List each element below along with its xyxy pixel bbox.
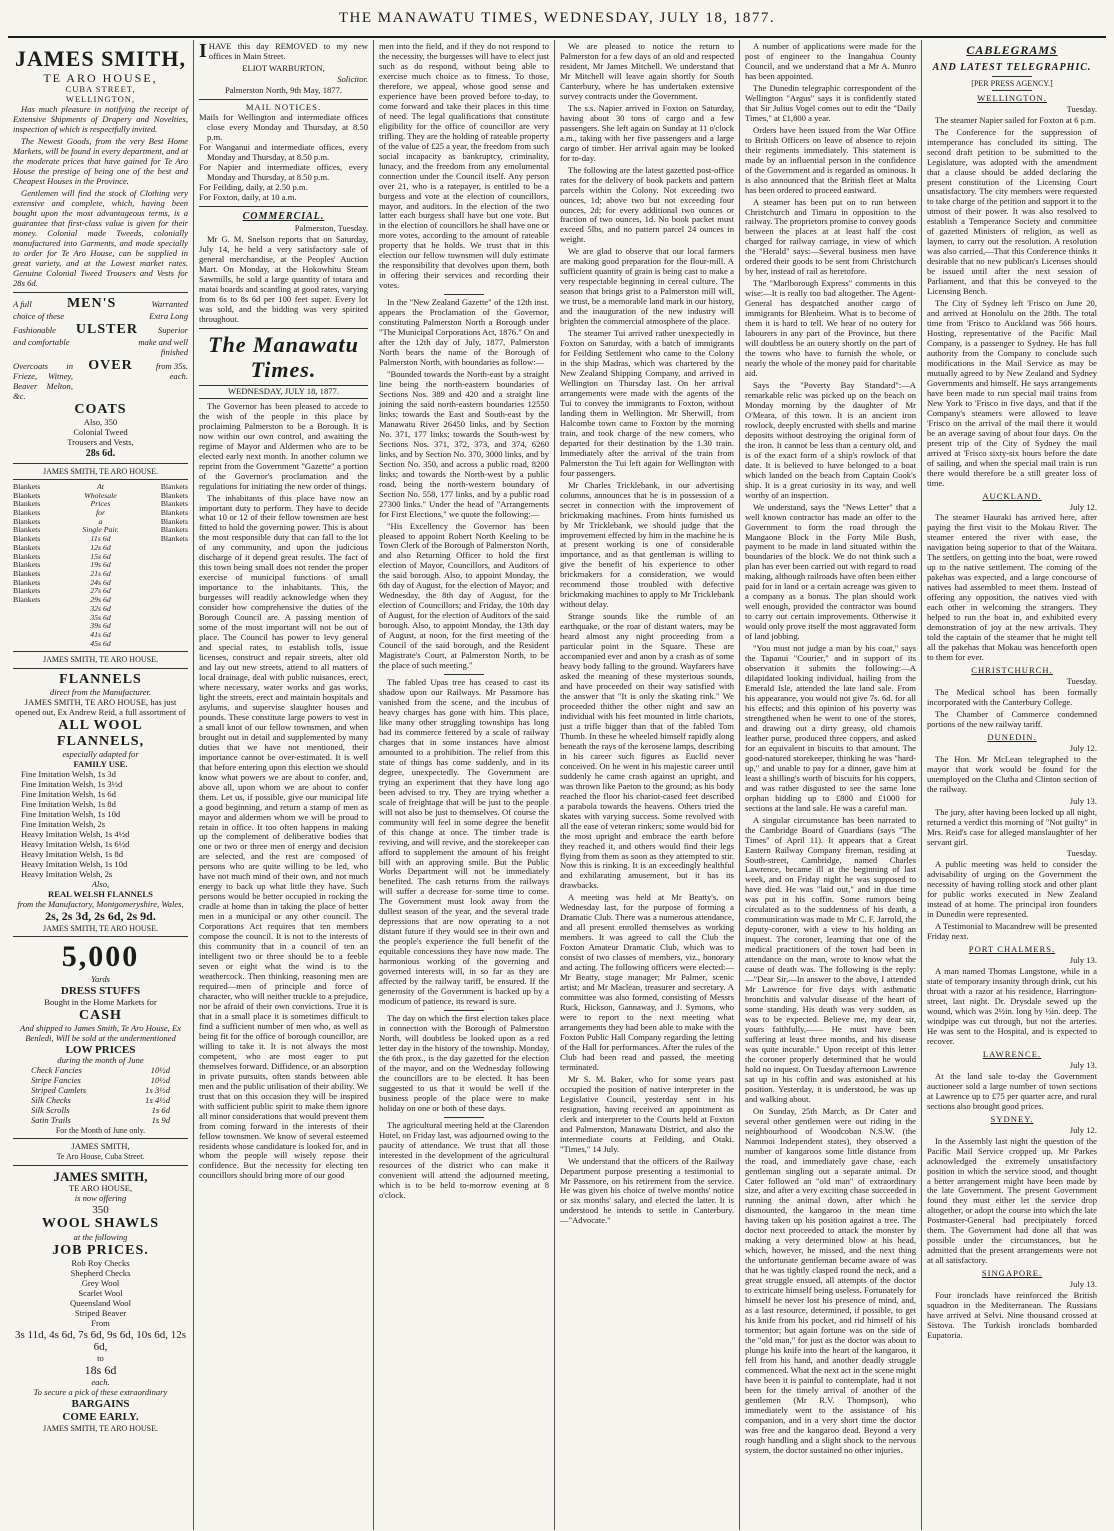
signature-b: Te Aro House, Cuba Street. xyxy=(56,1152,145,1162)
mens-right: Warranted xyxy=(151,298,188,309)
divider xyxy=(13,292,188,293)
blankets-label: Blankets xyxy=(160,525,189,535)
paper-title: The Manawatu Times. xyxy=(208,331,359,383)
place-heading: SYDNEY. xyxy=(990,1113,1034,1124)
column-5 xyxy=(739,40,921,1530)
telegram-text: A man named Thomas Langstone, while in a state of temporary insanity through drink, cut his throat with a razor at his residence, Harrington-street, last night. Dr. Drysdale sewed up the wound, which was 2½in. long by ½in. deep. The windpipe was cut through, but not the arteries. He was sent to the Hospital, and is expected to recover. xyxy=(927,966,1097,1046)
blankets-price: 21s 6d xyxy=(90,569,111,579)
telegram-text: In the Assembly last night the question of the Pacific Mail Service cropped up. Mr Parkes acknowledged the extremely unsatisfactory position in which the service stood, and thought a better arrangement might have been made by the late Government. The present Government found they must either let the service drop altogether, or adopt the course into which the late Postmaster-General had precipitately forced them. The Government had done all that was possible under the circumstances, but he admitted that the present arrangements were not at all satisfactory. xyxy=(927,1135,1097,1266)
ulster-left: Fashionable xyxy=(13,324,56,335)
divider xyxy=(444,1117,484,1118)
ad-intro: Has much pleasure in notifying the receipt of Extensive Shipments of Drapery and Novelties, inspection of which is respectfully invited. xyxy=(13,104,188,135)
news-coat: "You must not judge a man by his coat," says the Tapanui "Courier," and in support of its observation it submits the following:—A dilapidated looking individual, hailing from the Emerald Isle, attended the late land sale. From his appearance, you would not give 7s. 6d. for all his effects; and this opinion of his poverty was strengthened when he went to one of the stores, and drawing out a dirty greasy, old chamois leather purse, produced three coppers, and asked for an equivalent in biscuits to that amount. The good-natured storekeeper, thinking he was "hard-up," and unable to pay for a dinner, gave him at least a shilling's worth of biscuits for his coppers, and was rather disgusted to see the same lone orphan bidding up to £800 and £1000 for sections at the land sale. He was a careful man. xyxy=(745,643,916,813)
blankets-label: Blankets xyxy=(13,499,41,509)
adapted: especially adapted for xyxy=(62,749,139,760)
signature: JAMES SMITH, TE ARO HOUSE. xyxy=(43,923,158,933)
blankets-price: 15s 6d xyxy=(90,551,111,561)
news-rowlock: Says the "Poverty Bay Standard":—A remarkable relic was picked up on the beach on Monday morning by the daughter of Mr O'Meara, of this town. It is an ancient iron rowlock, deeply encrusted with shells and marine deposits without destroying the original form of the iron. It cannot be less than a century old, and is of the exact form of a ship's rowlock of that date. It is believed to have belonged to a boat which landed on the beach from Captain Cook's ship. It is a great curiosity in its way, and well worthy of an inspection. xyxy=(745,379,916,500)
place-heading: CHRISTCHURCH. xyxy=(971,665,1053,676)
blankets-right-column xyxy=(121,483,188,649)
blankets-price: 24s 6d xyxy=(90,577,111,587)
column-1-advertisements xyxy=(8,40,193,1530)
ad-newest: The Newest Goods, from the very Best Home Markets, will be found in every department, and at the moderate prices that have gained for Te Aro House the prestige of being one of the best and Cheapest Houses in the Province. xyxy=(13,136,188,186)
telegram-text: The steamer Hauraki has arrived here, after paying the first visit to the Mokau River. The steamer entered the river with ease, the navigation being superior to that of the Waitara. The settlers, on getting into the boat, were rowed up to the native settlement. The coming of the pakehas was expected, and a large concourse of natives had assembled to meet them. Instead of offering any opposition, the natives vied with each other in welcoming the strangers. They helped to run the boat in, and exhibited every demonstration of joy at the new arrivals. They told the captain of the steamer that he might tell all the pakehas that Mokau was henceforth open to them for ever. xyxy=(927,512,1097,663)
dress-stuff-price: 10½d xyxy=(150,1065,170,1076)
place-heading: AUCKLAND. xyxy=(982,490,1042,501)
blankets-mid-text: a xyxy=(98,516,103,526)
divider xyxy=(13,463,188,464)
ulster-left-2: and comfortable xyxy=(13,337,70,348)
shipped: And shipped to James Smith, Te Aro House, Ex Benledi, Will be sold at the undermentioned xyxy=(19,1022,182,1043)
flannel-item: Fine Imitation Welsh, 2s xyxy=(21,819,106,830)
blankets-mid-text: At xyxy=(97,481,104,491)
columns xyxy=(8,40,1106,1530)
dress-stuff-name: Stripe Fancies xyxy=(31,1075,81,1086)
bargains-heading: BARGAINS xyxy=(71,1398,130,1411)
dress-stuff-name: Check Fancies xyxy=(31,1065,82,1076)
five-thousand: 5,000 xyxy=(61,940,140,974)
flannel-item: Heavy Imitation Welsh, 1s 6½d xyxy=(21,839,130,850)
divider xyxy=(13,479,188,480)
price-28s: 28s 6d. xyxy=(85,447,116,459)
over-row xyxy=(13,358,188,402)
commercial-heading: COMMERCIAL. xyxy=(242,210,325,222)
news-baker: Mr S. M. Baker, who for some years past occupied the position of native interpreter in the Legislative Council, yesterday sent in his resignation, having received an appointment as clerk and interpreter to the Courts held at Foxton and Palmerston, Manawatu District, and also the intermediate courts at Feilding, and Otaki. "Times," 14 July. xyxy=(560,1073,734,1154)
blankets-label: Blankets xyxy=(13,534,41,544)
election-day-p: The day on which the first election takes place in connection with the Borough of Palmerston North, will doubtless be looked upon as a red letter day in the history of the township. Monday, the 6th prox., is the day gazetted for the election of the mayor, and on the Wednesday following the councillors are to be elected. It has been suggested to us that it would be well if the business people of the place were to make holiday on one or both of these days. xyxy=(379,1013,549,1113)
flannels-text: JAMES SMITH, TE ARO HOUSE, has just opened out, Ex Andrew Reid, a full assortment of xyxy=(15,696,186,717)
flannel-item: Fine Imitation Welsh, 1s 6d xyxy=(21,789,116,800)
blankets-price: 41s 6d xyxy=(90,630,111,640)
advertiser-house: TE ARO HOUSE, xyxy=(43,70,158,85)
telegram-text: The Hon. Mr McLean telegraphed to the mayor that work would be found for the unemployed on the Clutha and Clinton section of the railway. xyxy=(927,753,1097,794)
dress-stuffs-heading: DRESS STUFFS xyxy=(60,984,141,997)
shawl-item: Queensland Wool xyxy=(70,1297,131,1308)
js2-name: JAMES SMITH, xyxy=(53,1168,148,1184)
dress-stuff-name: Silk Checks xyxy=(31,1095,71,1106)
divider xyxy=(992,90,1032,91)
blankets-table xyxy=(13,483,188,649)
welsh-prices: 2s, 2s 3d, 2s 6d, 2s 9d. xyxy=(45,908,156,923)
mens-row xyxy=(13,296,188,312)
news-lawrence: A singular circumstance has been narrated to the Cambridge Board of Guardians (says "The Times" of April 11). It appears that a Great Eastern Railway Company fireman, residing at South-street, Cambridge, named Charles Lawrence, became ill at the beginning of last week, and on Friday night he was supposed to have died. He was "laid out," and in due time was put in his coffin. Some rumors being circulated as to the suddenness of his death, a communication was made to Mr C. F. Jarrold, the deputy-coroner, with a view to his holding an inquest. The coroner, learning that one of the medical practitioners of the town had been in attendance on the man, wrote to know what the cause of death was. The following is the reply:—"Dear Sir,—In answer to the above, I attended Mr Lawrence for five days with asthmatic bronchitis and valvular disease of the heart of some standing. His death was very sudden, as was to be expected. Believe me, my dear sir, yours faithfully,—— He must have been suffering at least three months, and his disease was quite incurable." Upon receipt of this letter the coroner properly determined that he would hold no inquest. On Tuesday afternoon Lawrence sat up in his coffin and was astonished at his position. Yesterday, it is understood, he was up and walking about. xyxy=(745,814,916,1104)
bought-in: Bought in the Home Markets for xyxy=(44,996,157,1007)
appointments-p: "His Excellency the Governor has been pleased to appoint Robert North Keeling to be Town Clerk of the Borough of Palmerston North, and also Returning Officer to hold the first election of Mayor, Councillors, and Auditors of the said borough. Also, to appoint Monday, the 6th day of August, for the election of Mayor; and Wednesday, the 8th day of August, for the election of Councillors; and Friday, the 10th day of August, for the election of Auditors of the said borough. Also, to appoint Monday, the 13th day of August, at noon, for the first meeting of the Council of the said borough, and the Resident Magistrate's Court, at Palmerston North, to be the place of such meeting." xyxy=(379,520,549,671)
blankets-label: Blankets xyxy=(13,560,41,570)
flannel-item: Fine Imitation Welsh, 1s 3d xyxy=(21,769,116,780)
low-prices: LOW PRICES xyxy=(65,1043,136,1056)
place-heading: LAWRENCE. xyxy=(982,1048,1042,1059)
divider xyxy=(444,294,484,295)
job-prices-heading: JOB PRICES. xyxy=(52,1242,149,1258)
news-munro: A number of applications were made for the post of engineer to the Inangahua County Council, and we understand that a Mr A. Munro has been appointed. xyxy=(745,41,916,81)
price-18s: 18s 6d xyxy=(84,1363,117,1378)
divider xyxy=(444,674,484,675)
news-marlborough: The "Marlborough Express" comments in this wise:—It is really too bad altogether. The Agent-General has despatched another cargo of immigrants for Blenheim. What is to become of them it is hard to tell. We hear of no outery for labourers in any part of the Province, but there will doubtless be an outery shortly on the part of the towns who have to furnish the whole, or nearly the whole of the money paid for charitable aid. xyxy=(745,278,916,378)
cash-heading: CASH xyxy=(79,1007,122,1023)
come-early: COME EARLY. xyxy=(62,1410,139,1423)
ulster-heading: ULSTER xyxy=(75,321,138,337)
dress-stuff-name: Silk Scrolls xyxy=(31,1105,70,1116)
news-passmore: We understand that the officers of the Railway Department purpose presenting a testimonial to Mr Passmore, on his retirement from the service. He was given his choice of twelve months' notice or six months' salary, and elected the latter. It is understood he intends to settle in Canterbury.—"Advocate." xyxy=(560,1155,734,1226)
trousers-vests: Trousers and Vests, xyxy=(67,437,134,447)
flannel-item: Fine Imitation Welsh, 1s 10d xyxy=(21,809,121,820)
coats-heading: COATS xyxy=(74,401,127,417)
mail-item: For Wanganui and intermediate offices, every Monday and Thursday, at 8.50 p.m. xyxy=(199,141,368,162)
shawl-list xyxy=(13,1259,188,1319)
mail-item: Mails for Wellington and intermediate offices close every Monday and Thursday, at 8.50 p.m. xyxy=(199,111,368,142)
news-rink: Strange sounds like the rumble of an earthquake, or the roar of distant waters, may be heard almost any night proceeding from a particular point in the Square. These are accompanied ever and anon by a crash as of some heavy body falling to the ground. Wayfarers have asked the meaning of these mysterious sounds, and have proceeded on their way satisfied with the answer that "It is only the skating rink." We proceeded thither the other night and saw an individual with his feet mounted in little chariots, just a trifle bigger than that of the fabled Tom Thumb. In these he wheeled himself rapidly along beneath the rays of the kerosene lamps, describing in his career such figures as Euclid never conceived. On he went in his majestic career until suddenly he came crash against an upright, and was thrown like Paeton to the ground; as his body reached the floor his chariot-cased feet described a parabola towards the heavens. Others tried the skates with varying success. Some revolved with all the ease of veteran rinkers; some would bid for the most upright and embrace the earth before they reached it, and others would find their legs flying from them as soon as they attempted to stir. Now this is rinking. It is an exceedingly healthful and exhilarating amusement, but it has its drawbacks. xyxy=(560,611,734,891)
agricultural-p: The agricultural meeting held at the Clarendon Hotel, on Friday last, was adjourned owing to the paucity of attendance. We trust that all those interested in the development of the agricultural resources of the district who can make it convenient will attend the adjourned meeting, which is to be held to-morrow evening at 8 o'clock. xyxy=(379,1119,549,1200)
telegram-date: July 13. xyxy=(1069,795,1097,806)
blankets-label: Blankets xyxy=(13,577,41,587)
signature: JAMES SMITH, TE ARO HOUSE. xyxy=(43,655,158,665)
june-only: For the Month of June only. xyxy=(55,1126,146,1136)
ulster-right-2: make and well finished xyxy=(138,337,188,357)
news-postal: The following are the latest gazetted post-office rates for the delivery of book packets and pattern parcels within the Colony. Not exceeding two ounces, 1d; above two but not exceeding four ounces, 2d; for every additional two ounces or fraction of two ounces, 1d. No book packet must exceed 5lbs, and no pattern parcel 24 ounces in weight. xyxy=(560,164,734,245)
yards: Yards xyxy=(91,973,110,984)
flannel-item: Heavy Imitation Welsh, 1s 10d xyxy=(21,859,128,870)
telegram-text: The steamer Napier sailed for Foxton at 6 p.m. xyxy=(935,114,1096,125)
column-4 xyxy=(554,40,739,1530)
news-contractor: We understand, says the "News Letter" that a well known contractor has made an offer to the Government to form the road through the Mangaone Block in the Forty Mile Bush, payment to be made in land situated within the boundaries of the block. We do not think such a plan has ever been carried out with regard to road making, although railroads have often been either paid for in land or a certain acreage was given to a company as a bonus. The plan should work well enough, provided the contractor was bound to carry out certain improvements. Otherwise it would only prove itself the most aggravated form of land jobbing. xyxy=(745,501,916,642)
from-label: From xyxy=(91,1317,110,1328)
ad-gentlemen: Gentlemen will find the stock of Clothing very extensive and complete, which, having been bought upon the most advantageous terms, is a guarantee that first-class value is given for their money. Colonial made Tweeds, colonially manufactured into Garments, and made specially to order for Te Aro House, can be supplied in great variety, and at the Lowest market rates. Genuine Colonial Tweed Trousers and Vests for 28s 6d. xyxy=(13,187,188,288)
signature: JAMES SMITH, TE ARO HOUSE. xyxy=(43,1423,158,1433)
telegram-text: The Medical school has been formally incorporated with the Canterbury College. xyxy=(927,686,1097,707)
during-june: during the month of June xyxy=(57,1055,144,1066)
ulster-row xyxy=(13,322,188,338)
n350: 350 xyxy=(92,1203,109,1216)
blankets-price: 32s 6d xyxy=(90,603,111,613)
over-left: Overcoats in Frieze, Witney, Beaver Melton, &c. xyxy=(13,360,73,401)
telegram-date: July 12. xyxy=(1069,501,1097,512)
flannel-item: Heavy Imitation Welsh, 2s xyxy=(21,868,113,879)
divider xyxy=(13,1138,188,1139)
shawl-item: Striped Beaver xyxy=(74,1307,127,1318)
flannels-heading: FLANNELS xyxy=(59,671,142,687)
advertiser-name: JAMES SMITH, xyxy=(15,46,186,71)
telegram-text: Four ironclads have reinforced the British squadron in the Mediterranean. The Russians have arrived at Selvi. Nine thousand crossed at Sistova. The Turkish ironclads bombarded Eupatoria. xyxy=(927,1290,1097,1341)
telegram-text: The City of Sydney left 'Frisco on June 20, and arrived at Honolulu on the 28th. The total time from 'Frisco to Auckland was 566 hours. Hosting, representative of the Pacific Mail Company, is a passenger to Sydney. He has full authority from the Company to conclude such modifications in the Mail Service as may be mutually agreed to by New Zealand and Sydney Governments and himself. He says arrangements have been made to run special mail trains from New York to 'Frisco in five days, and that if the Company's steamers were allowed to leave 'Frisco on the arrival of the mail there it would be an average saving of about four days. On the present trip of the City of Sydney the mail arrived at 'Frisco sixty-six hours before the date of sailing, and when the special mail train is run there would therefore be a still greater loss of time. xyxy=(927,298,1097,488)
dress-stuffs-list xyxy=(13,1066,188,1126)
news-tricklebank: Mr Charles Tricklebank, in our advertising columns, announces that he is in possession of a secret in connection with the improvement of brickmaking machines. From hints furnished us by Mr Tricklebank, we should judge that the improvement effected by him in the machine he is at present working is one of considerable importance, and as that gentleman is willing to give the benefit of his experience to other brickmakers for a consideration, we would recommend those troubled with defective brickmaking machines to apply to Mr Tricklebank without delay. xyxy=(560,479,734,610)
news-tui: The steamer Tui arrived rather unexpectedly in Foxton on Saturday, with a batch of immigrants for Feilding Settlement who came to the Colony in the ship Madras, which was chartered by the New Zealand Shipping Company, and arrived in Wellington on Thursday last. On her arrival arrangements were made with the agents of the Tui to convey the immigrants to Foxton, without landing them in Wellington. Mr Sherwill, from Halcombe town came to Foxton by the morning train, and took charge of the new comers, who departed for their destination by the 1.30 train. Immediately after the arrival of the train from Palmerston the Tui left again for Wellington with four passengers. xyxy=(560,328,734,478)
blankets-label: Blankets xyxy=(160,499,189,509)
family-use: FAMILY USE. xyxy=(73,759,128,770)
also-350: Also, 350 xyxy=(83,417,118,428)
telegram-text: The jury, after having been locked up all night, returned a verdict this morning of "Not guilty" in Mrs. Reid's case for alleged manslaughter of her servant girl. xyxy=(927,806,1097,847)
telegram-text: The Chamber of Commerce condemned portions of the new railway tariff. xyxy=(927,708,1097,729)
blankets-label: Blankets xyxy=(13,569,41,579)
news-dramatic: A meeting was held at Mr Beatty's, on Wednesday last, for the purpose of forming a Dramatic Club. There was a numerous attendance, and all present enrolled themselves as working members. It was agreed to call the Club the Foxton Amateur Dramatic Club, which was to consist of two classes of members, viz., honorary and acting. The following officers were elected:—Mr Beatty, stage manager; Mr Palmer, scenic artist; and Mr Maclean, treasurer and secretary. A committee was also formed, consisting of Messrs Ruck, Hickson, Gannaway, and J. Symons, who were to report to the next meeting what arrangements they had been able to make with the Foxton Public Hall Company regarding the letting of the Hall for performances. After the rules of the Club had been read and passed, the meeting terminated. xyxy=(560,892,734,1072)
js2-house: TE ARO HOUSE, xyxy=(68,1182,133,1193)
news-war-office: Orders have been issued from the War Office to British Officers on leave of absence to rejoin their regiments immediately. This statement is made by an influential person in the confidence of the Government and is regarded as ominous. It is also announced that the British fleet at Malta has been ordered to proceed eastward. xyxy=(745,124,916,195)
dress-stuff-price: 1s 4½d xyxy=(145,1095,170,1106)
press-agency: [PER PRESS AGENCY.] xyxy=(971,78,1053,88)
telegram-text: At the land sale to-day the Government auctioneer sold a large number of town sections at Lawrence up to £75 per quarter acre, and rural sections also brought good prices. xyxy=(927,1070,1097,1111)
blankets-price: 45s 6d xyxy=(90,638,111,648)
masthead: THE MANAWATU TIMES, WEDNESDAY, JULY 18, 1877. xyxy=(8,0,1106,38)
flannel-item: Heavy Imitation Welsh, 1s 4½d xyxy=(21,829,130,840)
blankets-price: 35s 6d xyxy=(90,612,111,622)
flannel-item: Fine Imitation Welsh, 1s 8d xyxy=(21,799,116,810)
shawl-item: Shepherd Checks xyxy=(70,1267,131,1278)
mens-right-2: Extra Long xyxy=(149,310,188,321)
divider xyxy=(199,99,368,100)
boundaries-p: "Bounded towards the North-east by a straight line being the north-eastern boundaries of Sections Nos. 389 and 420 and a straight line joining the said north-eastern boundaries 12550 links; towards the East and South-east by the Manawatu River 26450 links, and by Section No. 371, 177 links; towards the South-west by Sections Nos. 371, 372, 373, and 374, 6260 links, and by Section No. 370, 3000 links, and by Section No. 350, and across a public road, 8200 links; and towards the North-west by a public road, being the north-western boundary of Section No. 558, 177 links, and by a public road 27300 links." Under the head of "Arrangements for First Elections," we quote the following:— xyxy=(379,369,549,519)
blankets-price: 27s 6d xyxy=(90,586,111,596)
cablegrams-heading: CABLEGRAMS xyxy=(966,43,1058,57)
ulster-row-2 xyxy=(13,338,188,358)
blankets-label: Blankets xyxy=(13,490,41,500)
blankets-price: 29s 6d xyxy=(90,595,111,605)
blankets-label: Blankets xyxy=(13,507,41,517)
mens-left-2: choice of these xyxy=(13,310,65,321)
secure-text: To secure a pick of these extraordinary xyxy=(33,1387,168,1398)
blankets-price: 12s 6d xyxy=(90,542,111,552)
warburton-text: HAVE this day REMOVED to my new offices in Main Street. xyxy=(208,41,368,61)
blankets-mid-text: Wholesale xyxy=(84,490,117,500)
place-heading: PORT CHALMERS. xyxy=(968,944,1056,955)
blankets-middle-column xyxy=(80,483,122,649)
telegram-date: July 12. xyxy=(1069,742,1097,753)
shawl-item: Rob Roy Checks xyxy=(71,1257,130,1268)
over-right: from 35s. each. xyxy=(155,360,188,381)
blankets-label: Blankets xyxy=(13,542,41,552)
blankets-label: Blankets xyxy=(160,481,189,491)
blankets-label: Blankets xyxy=(13,595,41,605)
divider xyxy=(199,328,368,329)
warburton-title: Solicitor. xyxy=(337,73,368,84)
editorial-p3: men into the field, and if they do not respond to the necessity, the burgesses will have to elect just such as do respond, without being able to exercise much choice as to fitness. To those, therefore, we appeal, whose good sense and experience have been proved before to-day, to come forward and take their places in this time of need. The legal qualifications that constitute eligibility for the office of councillor are very trifling. They are the holding of rateable property of the value of £25 a year, the freedom from such social incapacity as bankruptcy, criminality, lunacy, and the freedom from any emolumental connection under the Council itself. Any person over 21, who is a ratepayer, is entitled to be a burgess and vote at the election of councillors, mayor, and auditors. In the election of the two latter each burgess shall have but one vote. But in the election of councillors he shall have one or more votes, according to the amount of rateable property that he holds. We trust that in this election our fellow townsmen will duly estimate the responsibility that devolves upon them, both in offering their services and recording their votes. xyxy=(379,41,549,291)
blankets-label: Blankets xyxy=(13,586,41,596)
divider xyxy=(199,206,368,207)
each-label: each. xyxy=(91,1377,110,1388)
blankets-label: Blankets xyxy=(160,507,189,517)
blankets-label: Blankets xyxy=(13,525,41,535)
blankets-label: Blankets xyxy=(160,516,189,526)
news-kangaroo: On Sunday, 25th March, as Dr Cater and several other gentlemen were out riding in the neighbourhood of Woodcoban N.S.W. (the Nammoi Independent states), they observed a number of kangaroos some little distance from the road, and immediately gave chase, each gentleman singling out a separate animal. Dr Cater followed an "old man" of extraordinary size, and after a very exciting chase succeeded in running the animal down, after which he dismounted, the kangaroo in the mean time having taken up his position against a tree. The doctor next proceeded to attack the monster by making a very determined blow at his head, which, however, he missed, and the next thing the unfortunate gentleman became aware of was that he was tightly clasped round the neck, and a great struggle ensued, all attempts of the doctor to extricate himself being useless. Fortunately for himself he never lost his presence of mind, and, as a last resource, determined, if possible, to get his knife from his pocket, and rid himself of his tormentor; but again fortune was on the side of the "old man," for just as the doctor was about to plunge his knife into the heart of the kangaroo, it fell from his hand, and another deadly struggle commenced. What the next act in the scene might have been it is painful to contemplate, had it not been for the timely arrival of another of the gentlemen (Mr R.V. Thompson), who immediately went to the assistance of his companion, and in a very short time the doctor was free and the kangaroo dead. Beyond a very rough handling and a slight shock to the nervous system, the doctor sustained no other injuries. xyxy=(745,1105,916,1455)
telegram-text: A Testimonial to Macandrew will be presented Friday next. xyxy=(927,921,1097,942)
blankets-price: 19s 6d xyxy=(90,560,111,570)
dress-stuff-price: 1s 3½d xyxy=(145,1085,170,1096)
telegram-text: A public meeting was held to consider the advisability of urging on the Government the necessity of having rolling stock and other plant for public works executed in New Zealand instead of at home. The principal iron founders in Dunedin were represented. xyxy=(927,859,1097,920)
over-heading: OVER xyxy=(88,357,133,373)
flannel-item: Fine Imitation Welsh, 1s 3½d xyxy=(21,779,123,790)
blankets-mid-text: for xyxy=(95,507,106,517)
paper-date: WEDNESDAY, JULY 18, 1877. xyxy=(199,385,368,399)
blankets-mid-text: Prices xyxy=(90,499,111,509)
mail-item: For Napier and intermediate offices, every Monday and Thursday, at 8.50 p.m. xyxy=(199,161,368,182)
advertiser-city: WELLINGTON, xyxy=(65,94,136,105)
blankets-mid-text: Single Pair. xyxy=(82,525,119,535)
telegraphic-sections xyxy=(927,94,1097,1341)
blankets-label: Blankets xyxy=(13,481,41,491)
warburton-notice xyxy=(199,42,368,62)
column-3 xyxy=(373,40,554,1530)
commercial-date: Palmerston, Tuesday. xyxy=(294,223,368,234)
mail-item: For Feilding, daily, at 2.50 p.m. xyxy=(199,181,308,192)
news-mitchell: We are pleased to notice the return to Palmerston for a few days of an old and respected resident, Mr James Mitchell. We understand that Mr Mitchell will leave again shortly for South Canterbury, where he has undertaken extensive survey contracts under the Government. xyxy=(560,41,734,101)
dress-stuff-price: 10½d xyxy=(150,1075,170,1086)
shawl-item: Grey Wool xyxy=(81,1277,120,1288)
telegram-date: July 13. xyxy=(1069,1279,1097,1290)
news-steamer: A steamer has been put on to run between Christchurch and Timaru in opposition to the railway. The proprietors promise to convey goods between the places at at least half the cost charged for railway carriage, in view of which the "Herald" says:—Several business men have ordered their goods to be sent from Christchurch by her, instead of rail as heretofore. xyxy=(745,196,916,277)
place-heading: SINGAPORE. xyxy=(981,1268,1043,1279)
divider xyxy=(13,1165,188,1166)
telegram-date: Tuesday. xyxy=(1066,675,1097,686)
signature: JAMES SMITH, TE ARO HOUSE. xyxy=(43,466,158,476)
colonial-tweed: Colonial Tweed xyxy=(73,427,128,438)
telegram-date: July 13. xyxy=(1069,955,1097,966)
commercial-text: Mr G. M. Snelson reports that on Saturday, July 14, he held a very satisfactory sale of general merchandise, at the Peoples' Auction Mart. On Monday, at the Hokowhitu Steam Sawmills, he sold a large quantity of totara and matai boards and scantling at good rates, varying from 6s to 8s 6d per 100 feet super. Every lot was sold, and the bidding was very spirited throughout. xyxy=(199,234,368,324)
warburton-date: Palmerston North, 9th May, 1877. xyxy=(224,84,343,95)
gazette-p: In the "New Zealand Gazette" of the 12th inst. appears the Proclamation of the Governor, constituting Palmerston North a Borough under "The Municipal Corporations Act, 1876." On and after the 12th day of July, 1877, Palmerston North bears the name of the Borough of Palmerston North, with boundaries as follow:— xyxy=(379,297,549,368)
telegraphic-heading: AND LATEST TELEGRAPHIC. xyxy=(932,61,1092,73)
signature-a: JAMES SMITH, xyxy=(71,1141,130,1152)
warburton-name: ELIOT WARBURTON, xyxy=(242,62,325,73)
telegram-date: July 13. xyxy=(1069,1059,1097,1070)
blankets-price: 39s 6d xyxy=(90,621,111,631)
blankets-price: 11s 6d xyxy=(90,534,111,544)
mens-left: A full xyxy=(13,298,32,309)
telegram-date: July 12. xyxy=(1069,1124,1097,1135)
real-welsh-heading: REAL WELSH FLANNELS xyxy=(48,888,153,899)
mail-item: For Foxton, daily, at 10 a.m. xyxy=(199,191,297,202)
dress-stuff-price: 1s 9d xyxy=(151,1115,170,1126)
mail-list xyxy=(199,113,368,203)
telegram-text: The Conference for the suppression of intemperance has concluded its sitting. The second draft petition to be submitted to the Legislature, was adopted with the amendment that a clause should be added declaring the present constitution of the Licensing Court unsatisfactory. The city members were requested to take charge of the petition and support it to the utmost of their power. It was also resolved to establish a Temperance Society and committee of gazetted Ministers of religion, as well as laymen, to carry out the resolution. A resolution was also carried,—That this Conference thinks it desirable that no new publican's Licenses should be issued until after the next session of Parliament, and that this be conveyed to the Licensing Bench. xyxy=(927,126,1097,297)
editorial-p2: The inhabitants of this place have now an important duty to perform. They have to decide what 10 or 12 of their fellow townsmen are best fitted to hold the governing power. This is about the most responsible duty that can fall to the lot of any community, and upon the judicious discharge of it depend great results. The fact of this town being small does not render the proper exercise of municipal functions of small importance to the inhabitants. This, the burgesses will readily acknowledge when they consider how comprehensive the duties of the Borough Council are. A passing mention of some of the most important will not be out of place. The Council has power to levy general and special rates, to establish tolls, issue licenses, construct and repair streets, alter old and lay out new streets, attend to all matters of local drainage, deal with public nuisances, erect, where necessary, water works and gas works, light the streets, erect and maintain hospitals and asylums, and supervise slaughter houses and pounds. These constitute large powers to vest in a small knot of our fellow townsmen, and when brought out in detail and supplemented by many duties that we have not mentioned, their importance cannot be over-estimated. It is well that before entering upon this election we should know what powers we are about to confer, and, above all, upon whom we are about to confer them. Let us, if possible, give our municipal life a good beginning, and return a stamp of men as mayor and aldermen whom we will be proud to retain in office. It too often happens in making up the complement of deliberative bodies that one or two or three men of energy and decision are selected, and the rest are composed of persons who are quite willing to be led, who have not much mind of their own, and not much energy to back up what little they have. Such persons would be better occupied in rocking the cradle at home than in taking the place of better men in a municipal or any other council. The Corporations Act requires that ten members compose the council. It is not to the interests of this community that in a council of ten an intelligent two or three should be to a feeble seven or eight what the wind is to the weathercock. Then thinking, reasoning men are required—men of principle and force of character, who will neither truckle to a prejudice, nor be afraid of their own convictions. True it is that in a small place it is sometimes difficult to find a sufficient number of men who, as well as being fit for the office of borough councillor, are willing to take it. It is not always the most competent, who are most eager to put themselves forward. Diffidence, or an absorption in private pursuits, often stands between able men and the public utilisation of their ability. We trust that on this occasion they will be inspired with sufficient public spirit to make them ignore all minor considerations that would prevent them from coming forward in the interests of their fellow townsmen. We know of several esteemed residents whose candidature is looked for, and in whom the people will wisely repose their confidence. But the necessity for electing ten councillors should bring more of our good xyxy=(199,492,368,1181)
dress-stuff-price: 1s 6d xyxy=(151,1105,170,1116)
column-6-telegraphic xyxy=(921,40,1102,1530)
blankets-label: Blankets xyxy=(13,551,41,561)
ulster-right: Superior xyxy=(157,324,188,335)
telegram-date: Tuesday. xyxy=(1066,103,1097,114)
mens-heading: MEN'S xyxy=(66,295,117,311)
dress-stuff-name: Satin Trails xyxy=(31,1115,71,1126)
place-heading: DUNEDIN. xyxy=(987,731,1037,742)
place-heading: WELLINGTON. xyxy=(977,92,1047,103)
upas-p: The fabled Upas tree has ceased to cast its shadow upon our Railways. Mr Passmore has vanished from the scene, and the incubus of heavy charges has gone with him. This place, like many other struggling townships has long had its commerce fettered by a scale of railway charges that in some instances have almost amounted to a prohibition. The relief from this state of things has come suddenly, and in its degree, unexpectedly. The Government are trying an experiment that they have long ago been advised to try. They are trying whether a scale of freightage that will be just to the people will not also be just to themselves. Of course the community will feel in some degree the benefit of this change at once. The timber trade is reviving, and will revive, and the storekeeper can afford to supplement the amount of his freight bill with an approving smile. But the Public Works Department will not be immediately benefited. The cash returns from the railways will suffer a decrease for some time to come. The Government must look away from the dullest season of the year, and the several trade depressions that are now operating to a not distant future if they would see in their own and the people's experience the full benefit of the equitable concessions they have now made. The harmonious working of the governing and governed interests will, in so far as they are affected by the railway tariff, be ensured. If the generosity of the Government is backed up by a modicum of patience, its reward is sure. xyxy=(379,677,549,1007)
shawl-item: Scarlet Wool xyxy=(78,1287,123,1298)
from-manufactory: from the Manufactory, Montgomeryshire, Wales, xyxy=(17,898,184,909)
following: at the following xyxy=(73,1231,128,1242)
blankets-label: Blankets xyxy=(160,534,189,544)
drop-cap: I xyxy=(199,40,207,62)
divider xyxy=(444,1010,484,1011)
flannel-price-list xyxy=(13,770,188,880)
news-napier: The s.s. Napier arrived in Foxton on Saturday, having about 30 tons of cargo and a few passengers. She left again on Sunday at 11 o'clock a.m., taking with her five passengers and a large cargo of timber. Her arrival again may be looked for to-day. xyxy=(560,102,734,163)
flannels-direct: direct from the Manufacturer. xyxy=(49,686,152,697)
dress-stuff-name: Striped Camlets xyxy=(31,1085,87,1096)
news-flour: We are glad to observe that our local farmers are making good preparation for the flour-mill. A sufficient quantity of grain is being cast to make a very respectable beginning in cereal culture. The season that brings grist to a Palmerston mill will, we trust, be a memorable land mark in our history, and the inauguration of the new industry will brighten the commercial atmosphere of the place. xyxy=(560,246,734,327)
to-label: to xyxy=(97,1353,104,1364)
news-vogel: The Dunedin telegraphic correspondent of the Wellington "Argus" says it is confidently stated that Sir Julius Vogel comes out to edit the "Daily Times," at £1,800 a year. xyxy=(745,82,916,123)
mail-heading: MAIL NOTICES. xyxy=(245,101,322,112)
divider xyxy=(13,936,188,937)
divider xyxy=(13,651,188,652)
column-2 xyxy=(193,40,373,1530)
shawl-prices: 3s 11d, 4s 6d, 7s 6d, 9s 6d, 10s 6d, 12s 6d, xyxy=(14,1328,187,1354)
blankets-label: Blankets xyxy=(13,516,41,526)
telegram-date: Tuesday. xyxy=(1066,848,1097,859)
editorial-p1: The Governor has been pleased to accede to the wish of the people in this place by proclaiming Palmerston to be a Borough. It is now within our own control, and awaiting the regime of Mayor and Aldermen who are to be elected early next month. In another column we reprint from the Government "Gazette" a portion of the Governor's proclamation and the regulations for initiating the new order of things. xyxy=(199,400,368,491)
js2-offer: is now offering xyxy=(74,1192,127,1203)
advertiser-street: CUBA STREET, xyxy=(65,84,136,95)
dress-stuff-row xyxy=(27,1116,174,1126)
mens-row-2 xyxy=(13,312,188,322)
wool-shawls-heading: WOOL SHAWLS xyxy=(41,1216,160,1232)
divider xyxy=(13,668,188,669)
also-label: Also, xyxy=(91,878,110,889)
flannel-item: Heavy Imitation Welsh, 1s 8d xyxy=(21,849,124,860)
divider xyxy=(992,76,1032,77)
all-wool-heading: ALL WOOL FLANNELS, xyxy=(56,717,145,750)
blankets-label: Blankets xyxy=(160,490,189,500)
blankets-left-column xyxy=(13,483,80,649)
